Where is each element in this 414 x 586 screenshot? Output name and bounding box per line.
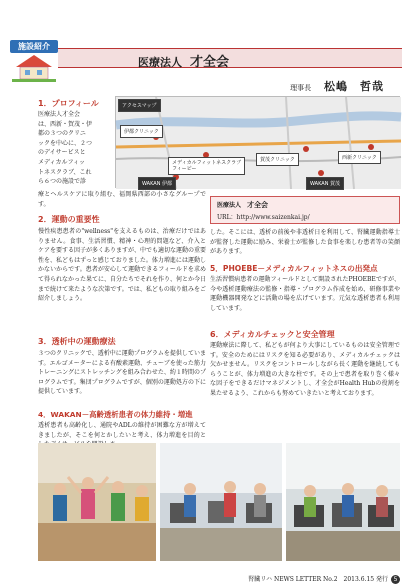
url-box-name: 才全会 <box>247 200 269 209</box>
section-body-3: ３つのクリニックで、透析中に運動プログラムを提供しています。エルゴメーターによる有酸素運動、チューブを使った筋力トレーニングにストレッチングを組み合わせた、約１時間のプログラムです。集団プログラムですが、個別の運動処方の下に提供しています。 <box>38 350 206 396</box>
author-name: 松嶋 哲哉 <box>324 80 384 93</box>
section-heading-5: 5．PHOEBE－メディカルフィットネスの出発点 <box>210 264 378 273</box>
map-place-wakan-kamo: WAKAN 賀茂 <box>306 177 344 190</box>
url-box-title <box>217 200 268 210</box>
photo-exercise-class <box>38 443 156 561</box>
facility-badge <box>10 40 58 82</box>
photo-gym-floor <box>160 443 282 561</box>
section-heading-2: 2．運動の重要性 <box>38 215 100 224</box>
text-line: トネスクラブ、これ <box>38 168 92 176</box>
access-map <box>115 96 400 188</box>
section-heading-6: 6．メディカルチェックと安全管理 <box>210 330 335 339</box>
corp-prefix: 医療法人 <box>138 56 182 69</box>
footer <box>248 574 400 584</box>
url-box <box>210 196 400 224</box>
url-box-prefix: 医療法人 <box>217 202 242 209</box>
author-line <box>290 78 384 94</box>
map-place-nishijin: 西新クリニック <box>338 151 381 164</box>
website-link[interactable]: URL：http://www.saizenkai.jp/ <box>217 214 310 221</box>
corp-name: 才全会 <box>190 55 230 70</box>
text-line: メディカルフィッ <box>38 158 86 166</box>
section-body-4-cont: した。そこには、透析の前後や非透析日を利用して、腎臓運動指導士が監督した運動に励み、栄養士が監修した食事を楽しむ患者等の笑顔があります。 <box>210 229 400 256</box>
section-heading-4: 4．WAKAN－高齢透析患者の体力維持・増進 <box>38 410 193 419</box>
section-body-6: 運動療法に際して、私どもが何より大事にしているものは安全管理です。安全のためにはリスクを知る必要があり、メディカルチェックは欠かせません。リスクをコントロールしながら長く運動を継続してもらうことが、体力増進の大きな柱です。その上で患者を取り巻く様々な因子をできるだけマネジメントし、才全会がHealth Hubの役割を果たせるよう、これからも努めていきたいと考えております。 <box>210 342 400 397</box>
map-place-phoebe: メディカルフィットネスクラブ フィービー <box>168 157 245 175</box>
text-line: は、西新・賀茂・伊 <box>38 120 93 128</box>
map-place-ito: 伊都クリニック <box>120 125 163 138</box>
text-line: ら６つの施設で診 <box>38 178 87 186</box>
section-heading-1: 1．プロフィール <box>38 99 99 108</box>
page-number: 5 <box>391 575 400 584</box>
photo-fitness-room <box>286 443 400 561</box>
text-line: 医療法人才全会 <box>38 111 81 118</box>
text-line: ックを中心に、２つ <box>38 139 93 147</box>
section-heading-3: 3．透析中の運動療法 <box>38 337 116 346</box>
page-title <box>138 51 229 70</box>
title-bar <box>58 48 402 68</box>
map-place-wakan-ito: WAKAN 伊都 <box>138 177 176 190</box>
footer-text: 腎臓リハ NEWS LETTER No.2 2013.6.15 発行 <box>248 576 388 583</box>
map-label: アクセスマップ <box>118 99 161 112</box>
text-line: 都の３つのクリニ <box>38 130 86 138</box>
author-role: 理事長 <box>290 84 312 92</box>
section-body-4: 透析患者も高齢化し、通院やADLの維持が困難な方が増えてきましたが、そこを何とかしたいと考え、体力増進を目的と <box>38 422 206 439</box>
section-body-1-narrow <box>38 110 114 190</box>
text-line: のデイサービスと <box>38 149 86 157</box>
section-body-5: 生活習慣病患者の運動フィールドとして開設されたPHOEBEですが、今や透析運動療法の監修・指導・プログラム作成を始め、研修事業や運動機器開発などに活動の場を広げています。元気な透析患者も利用しています。 <box>210 276 400 312</box>
house-icon <box>10 53 58 83</box>
map-place-kamo: 賀茂クリニック <box>256 153 299 166</box>
section-body-2: 慢性疾患患者の"wellness"を支えるものは、治療だけではありません。食事、生活習慣、精神・心理的問題など、介入とケアを要する因子が多くありますが、中でも適切な運動の重要性を、私どもはずっと感じておりました。体力増進には運動しかないからです。患者が安心して運動できるフィールドを求めて得られなかった果てに、自分たちでそれを作り、何とか今日まで続けて来たような次第です。では、私どもの取り組みをご紹介しましょう。 <box>38 228 207 303</box>
badge-label: 施設紹介 <box>10 40 58 53</box>
section-body-1-wide: 療とヘルスケアに取り組む、福岡県西部の小さなグループです。 <box>38 191 206 208</box>
